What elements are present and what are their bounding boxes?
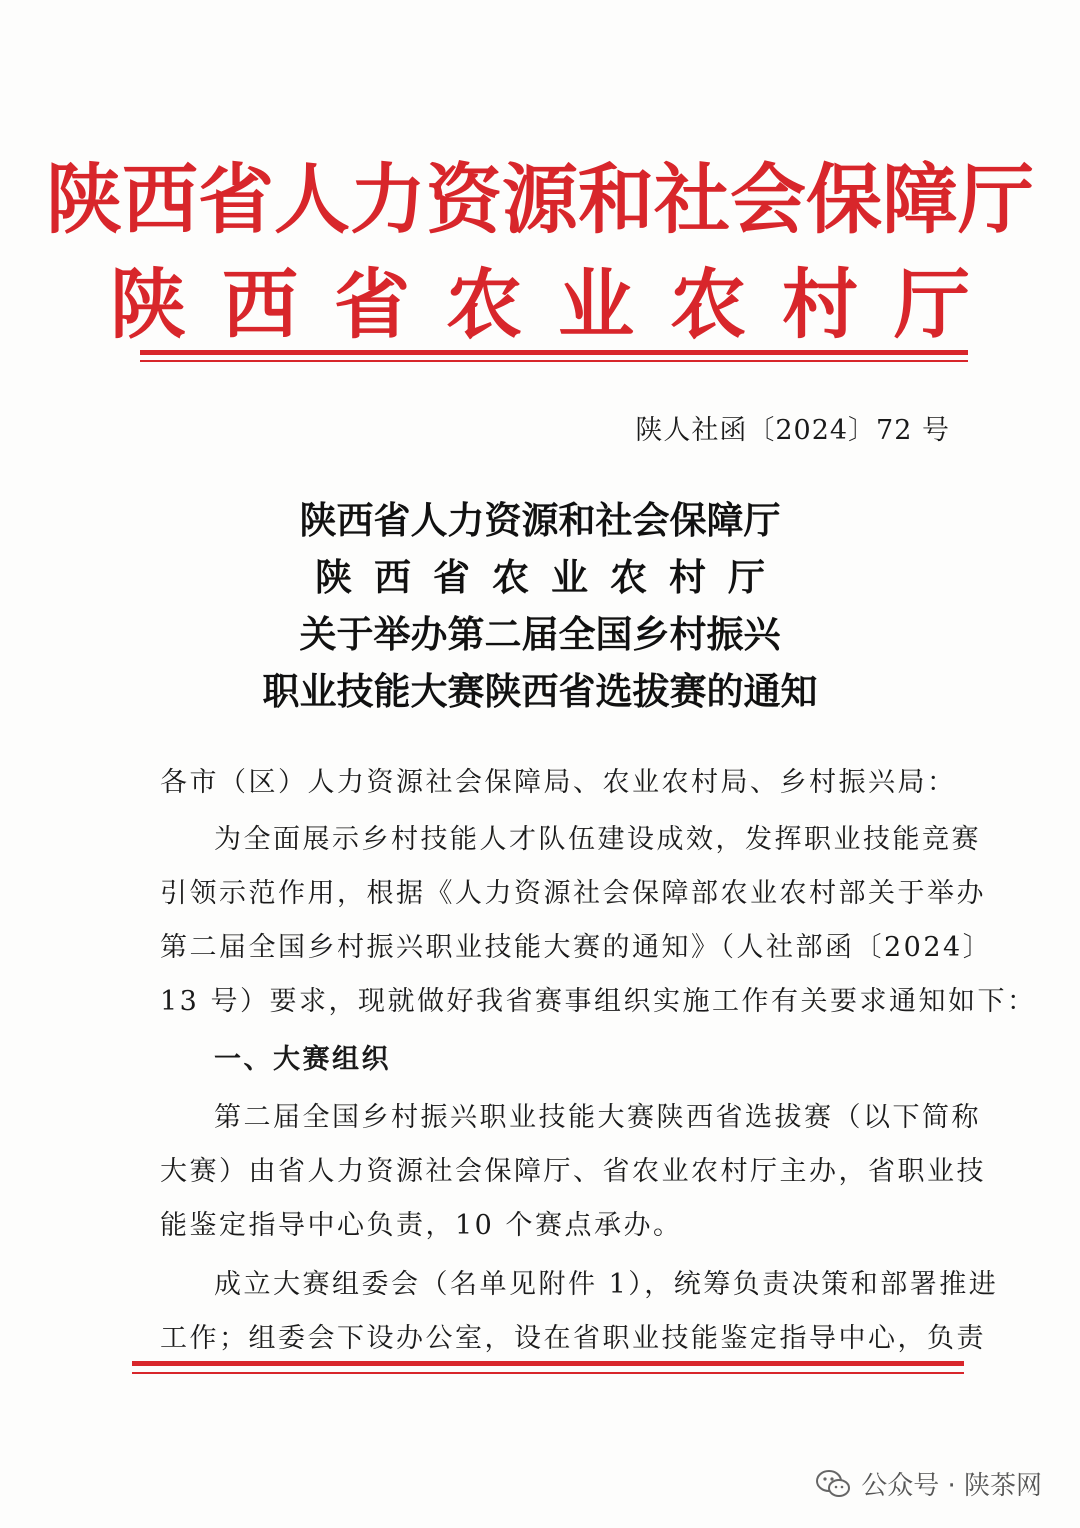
red-rule-bottom-thick: [132, 1361, 964, 1366]
paragraph-2-line-1: 第二届全国乡村振兴职业技能大赛陕西省选拔赛（以下简称: [214, 1102, 981, 1133]
paragraph-2-line-3: 能鉴定指导中心负责，10 个赛点承办。: [160, 1210, 683, 1241]
addressee: 各市（区）人力资源社会保障局、农业农村局、乡村振兴局：: [160, 767, 957, 798]
wechat-icon: [815, 1469, 851, 1499]
paragraph-1-line-1: 为全面展示乡村技能人才队伍建设成效，发挥职业技能竞赛: [214, 824, 981, 855]
wechat-watermark: [815, 1465, 1042, 1502]
red-rule-bottom-thin: [132, 1372, 964, 1374]
title-line-3: 关于举办第二届全国乡村振兴: [299, 612, 781, 656]
title-line-2: 陕西省农业农村厅: [315, 555, 787, 599]
red-rule-top-thin: [140, 360, 968, 362]
paragraph-3-line-2: 工作；组委会下设办公室，设在省职业技能鉴定指导中心，负责: [160, 1323, 986, 1354]
watermark-text: 公众号 · 陕茶网: [861, 1471, 1042, 1501]
document-number: 陕人社函〔2024〕72 号: [635, 415, 950, 446]
section-1-heading: 一、大赛组织: [214, 1044, 391, 1075]
paragraph-1-line-4: 13 号）要求，现就做好我省赛事组织实施工作有关要求通知如下：: [160, 986, 1037, 1017]
paragraph-1-line-2: 引领示范作用，根据《人力资源社会保障部农业农村部关于举办: [160, 878, 986, 909]
paragraph-2-line-2: 大赛）由省人力资源社会保障厅、省农业农村厅主办，省职业技: [160, 1156, 986, 1187]
letterhead-line-2: 陕西省农业农村厅: [110, 260, 1006, 349]
letterhead-line-1: 陕西省人力资源和社会保障厅: [46, 155, 1034, 244]
title-line-4: 职业技能大赛陕西省选拔赛的通知: [262, 669, 818, 713]
paragraph-1-line-3: 第二届全国乡村振兴职业技能大赛的通知》（人社部函〔2024〕: [160, 932, 993, 963]
title-line-1: 陕西省人力资源和社会保障厅: [299, 498, 781, 542]
red-rule-top-thick: [140, 350, 968, 355]
paragraph-3-line-1: 成立大赛组委会（名单见附件 1），统筹负责决策和部署推进: [214, 1269, 999, 1300]
